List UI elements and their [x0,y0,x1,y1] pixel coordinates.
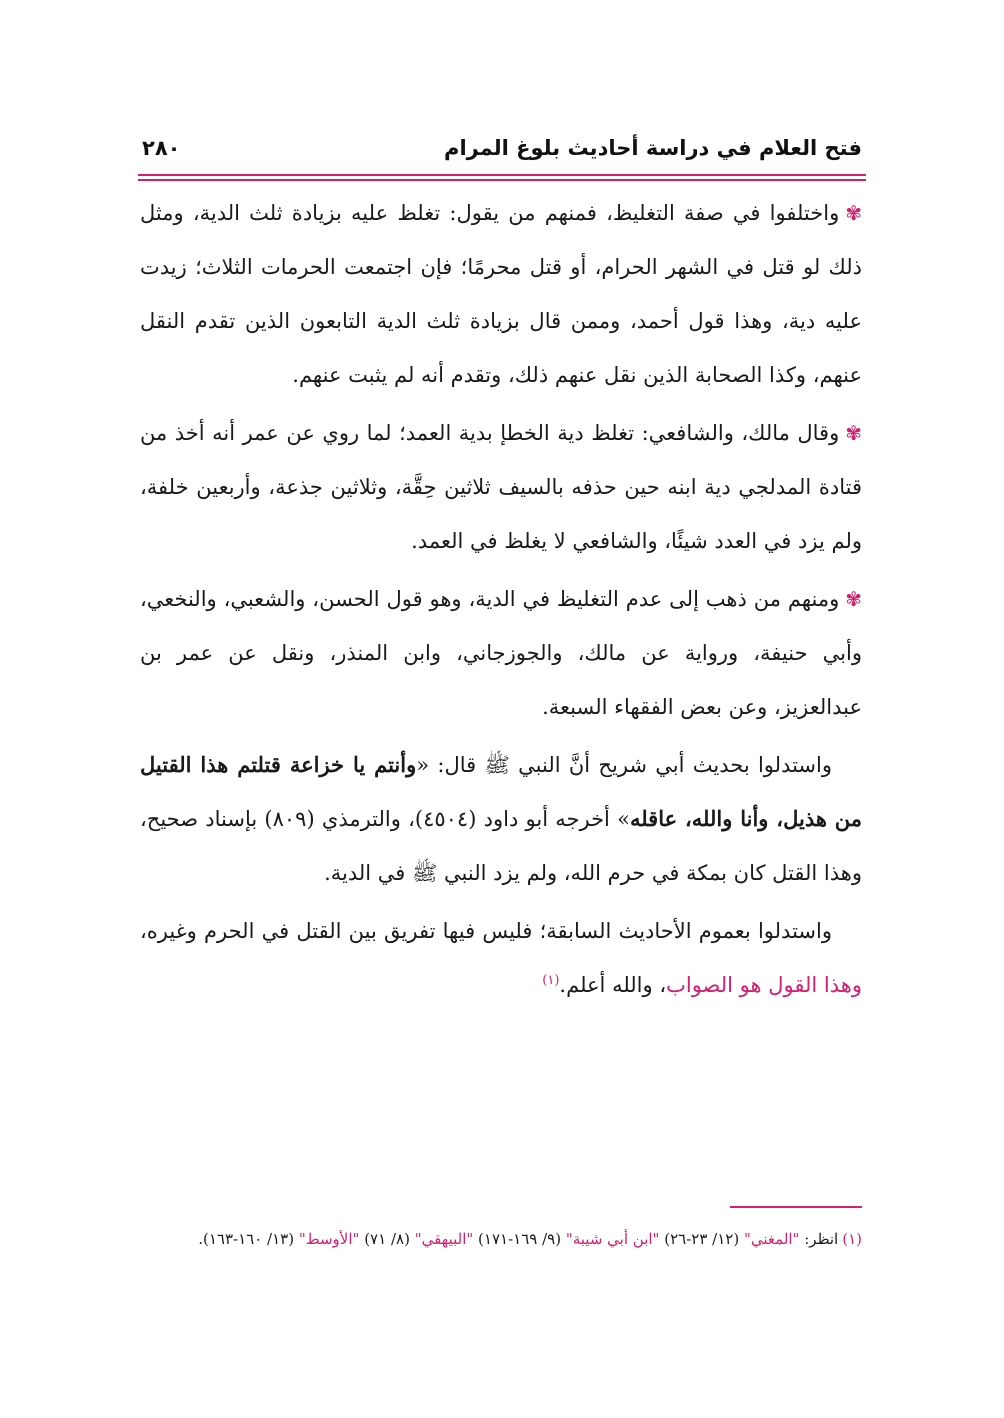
flower-ornament-icon: ✾ [845,421,862,445]
paragraph-4-text-b: » أخرجه أبو داود (٤٥٠٤)، والترمذي (٨٠٩) بإسناد صحيح، وهذا القتل كان بمكة في حرم الله، ولم يزد النبي ﷺ في الدية. [140,807,862,885]
page-number: ٢٨٠ [142,136,181,160]
paragraph-5-text-b: ، والله أعلم. [559,973,667,997]
main-text [140,186,862,1016]
flower-ornament-icon: ✾ [845,587,862,611]
paragraph-4 [140,738,862,900]
footnote-ref: (١٣/ ١٦٠-١٦٣). [198,1230,299,1248]
conclusion-highlight: وهذا القول هو الصواب [666,973,862,997]
paragraph-5 [140,904,862,1012]
footnote-source: "الأوسط" [298,1230,360,1248]
paragraph-3 [140,572,862,734]
flower-ornament-icon: ✾ [845,201,862,225]
paragraph-3-text: ومنهم من ذهب إلى عدم التغليظ في الدية، وهو قول الحسن، والشعبي، والنخعي، وأبي حنيفة، ورواية عن مالك، والجوزجاني، وابن المنذر، ونقل عن عمر بن عبدالعزيز، وعن بعض الفقهاء السبعة. [140,587,862,719]
footnote-source: "المغني" [743,1230,800,1248]
footnote-lead: انظر: [799,1230,839,1248]
book-title: فتح العلام في دراسة أحاديث بلوغ المرام [444,136,862,160]
footnote-source: "ابن أبي شيبة" [565,1230,660,1248]
hadith-quote: وأنتم يا خزاعة قتلتم هذا القتيل من هذيل، وأنا والله، عاقله [140,752,862,831]
footnote-reference[interactable]: (١) [542,973,560,988]
page-header [142,126,862,170]
footnote-separator [730,1206,862,1208]
footnote-ref: (٨/ ٧١) [359,1230,415,1248]
footnote-source: "البيهقي" [414,1230,474,1248]
footnote-number: (١) [842,1230,862,1248]
paragraph-1-text: واختلفوا في صفة التغليظ، فمنهم من يقول: تغلظ عليه بزيادة ثلث الدية، ومثل ذلك لو قتل في الشهر الحرام، أو قتل محرمًا؛ فإن اجتمعت الحرمات الثلاث؛ زيدت عليه دية، وهذا قول أحمد، وممن قال بزيادة ثلث الدية التابعون الذين تقدم النقل عنهم، وكذا الصحابة الذين نقل عنهم ذلك، وتقدم أنه لم يثبت عنهم. [140,201,862,387]
paragraph-5-text-a: واستدلوا بعموم الأحاديث السابقة؛ فليس فيها تفريق بين القتل في الحرم وغيره، [140,919,832,943]
header-rule-bottom [138,179,866,181]
footnote-ref: (١٢/ ٢٣-٢٦) [659,1230,744,1248]
paragraph-4-text-a: واستدلوا بحديث أبي شريح أنَّ النبي ﷺ قال: « [416,753,832,777]
paragraph-2-text: وقال مالك، والشافعي: تغلظ دية الخطإ بدية العمد؛ لما روي عن عمر أنه أخذ من قتادة المدلجي دية ابنه حين حذفه بالسيف ثلاثين حِقَّة، وثلاثين جذعة، وأربعين خلفة، ولم يزد في العدد شيئًا، والشافعي لا يغلظ في العمد. [140,421,862,553]
footnote-ref: (٩/ ١٦٩-١٧١) [473,1230,566,1248]
footnote [140,1226,862,1252]
paragraph-2 [140,406,862,568]
header-rule-top [138,174,866,176]
paragraph-1 [140,186,862,402]
